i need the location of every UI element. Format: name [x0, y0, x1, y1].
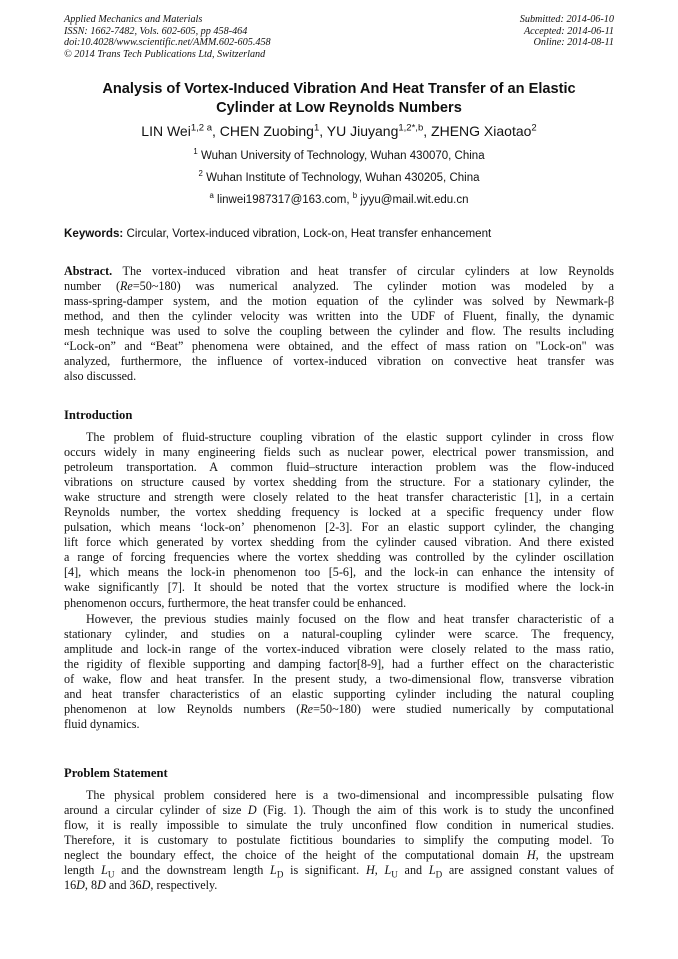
copyright-line: © 2014 Trans Tech Publications Ltd, Switzerland [64, 48, 266, 60]
journal-name: Applied Mechanics and Materials [64, 14, 203, 25]
online-date: Online: 2014-08-11 [533, 37, 614, 49]
accepted-date: Accepted: 2014-06-11 [523, 25, 614, 37]
keywords [64, 227, 491, 241]
author-name: ZHENG Xiaotao [431, 123, 532, 139]
author-name: CHEN Zuobing [219, 123, 314, 139]
section-heading-problem-statement: Problem Statement [64, 766, 168, 780]
author-name: LIN Wei [141, 123, 191, 139]
keywords-label: Keywords: [64, 227, 124, 240]
email-link[interactable]: jyyu@mail.wit.edu.cn [360, 194, 469, 206]
dates-header [520, 14, 614, 49]
problem-paragraph: The physical problem considered here is a two-dimensional and incompressible pulsating flow around a circular cylinder of size D (Fig. 1). Though the aim of this work is to study the unconfined flow, it is really impossible to simulate the truly unconfined flow condition in numerical studies. Therefore, it is customary to postulate fictitious boundaries to simplify the computing model. To neglect the boundary effect, the choice of the height of the computational domain H, the upstream length $L_U$ and the downstream length $L_D$ is significant. H, $L_U$ and $L_D$ are assigned constant values of 16D, 8D and 36D, respectively. [64, 788, 614, 893]
affiliation-2: $^2$ Wuhan Institute of Technology, Wuhan 430205, China [198, 169, 480, 184]
paper-title: Analysis of Vortex-Induced Vibration And Heat Transfer of an Elastic Cylinder at Low Reynolds Numbers [102, 81, 576, 116]
author-emails: $^a$ linwei1987317@163.com, $^b$ jyyu@mail.wit.edu.cn [209, 191, 469, 206]
keywords-text: Circular, Vortex-induced vibration, Lock-on, Heat transfer enhancement [123, 227, 492, 240]
intro-paragraph-1: The problem of fluid-structure coupling vibration of the elastic support cylinder in cross flow occurs widely in many engineering fields such as nuclear power, electrical power transmission, and petroleum transportation. A common fluid–structure interaction problem was the flow-induced vibrations on structure caused by vortex shedding from the structure. For a stationary cylinder, the wake structure and strength were closely related to the heat transfer characteristic [1], in a certain Reynolds number, the vortex shedding frequency is locked at a specific frequency under flow pulsation, which means ‘lock-on’ phenomenon [2-3]. For an elastic support cylinder, the changing lift force which generated by vortex shedding from the cylinder caused vibration. And there existed a range of forcing frequencies where the vortex shedding was controlled by the cylinder oscillation [4], which means the lock-in phenomenon too [5-6], and the lock-in can enhance the intensity of wake significantly [7]. It should be noted that the vortex structure is modified where the lock-in phenomenon occurs, furthermore, the heat transfer could be enhanced. [64, 430, 614, 610]
intro-paragraph-2: However, the previous studies mainly focused on the flow and heat transfer characteristic of a stationary cylinder, and studies on a natural-coupling cylinder were scarce. The frequency, amplitude and lock-in range of the vortex-induced vibration were closely related to the mass ratio, the rigidity of flexible supporting and damping factor[8-9], had a further effect on the characteristic of wake, flow and heat transfer. In the present study, a two-dimensional flow, transverse vibration and heat transfer characteristics of an elastic supporting cylinder including the natural coupling phenomenon at low Reynolds numbers (Re=50~180) were studied numerically by computational fluid dynamics. [64, 612, 614, 732]
author-name: YU Jiuyang [326, 123, 399, 139]
issn-line: ISSN: 1662-7482, Vols. 602-605, pp 458-464 [64, 25, 248, 37]
email-link[interactable]: linwei1987317@163.com, [217, 194, 353, 206]
affiliation-1: $^1$ Wuhan University of Technology, Wuhan 430070, China [193, 147, 485, 162]
journal-header [64, 14, 271, 60]
section-heading-introduction: Introduction [64, 408, 133, 422]
abstract-label: Abstract. [64, 264, 113, 278]
author-list: LIN Wei$^{1,2 a}$, CHEN Zuobing$^1$, YU Jiuyang$^{1,2*,b}$, ZHENG Xiaotao$^2$ [141, 122, 537, 139]
submitted-date: Submitted: 2014-06-10 [519, 14, 614, 25]
doi-line[interactable]: doi:10.4028/www.scientific.net/AMM.602-605.458 [64, 37, 271, 49]
abstract-paragraph: Abstract. The vortex-induced vibration and heat transfer of circular cylinders at low Reynolds number (Re=50~180) was numerical analyzed. The cylinder motion was modeled by a mass-spring-damper system, and the motion equation of the cylinder was solved by Newmark-β method, and then the cylinder velocity was written into the UDF of Fluent, finally, the dynamic mesh technique was used to solve the coupling between the cylinder and flow. The results including “Lock-on” and “Beat” phenomena were obtained, and the effect of mass ration on "Lock-on" was analyzed, furthermore, the influence of vortex-induced vibration on convective heat transfer was also discussed. [64, 264, 614, 384]
